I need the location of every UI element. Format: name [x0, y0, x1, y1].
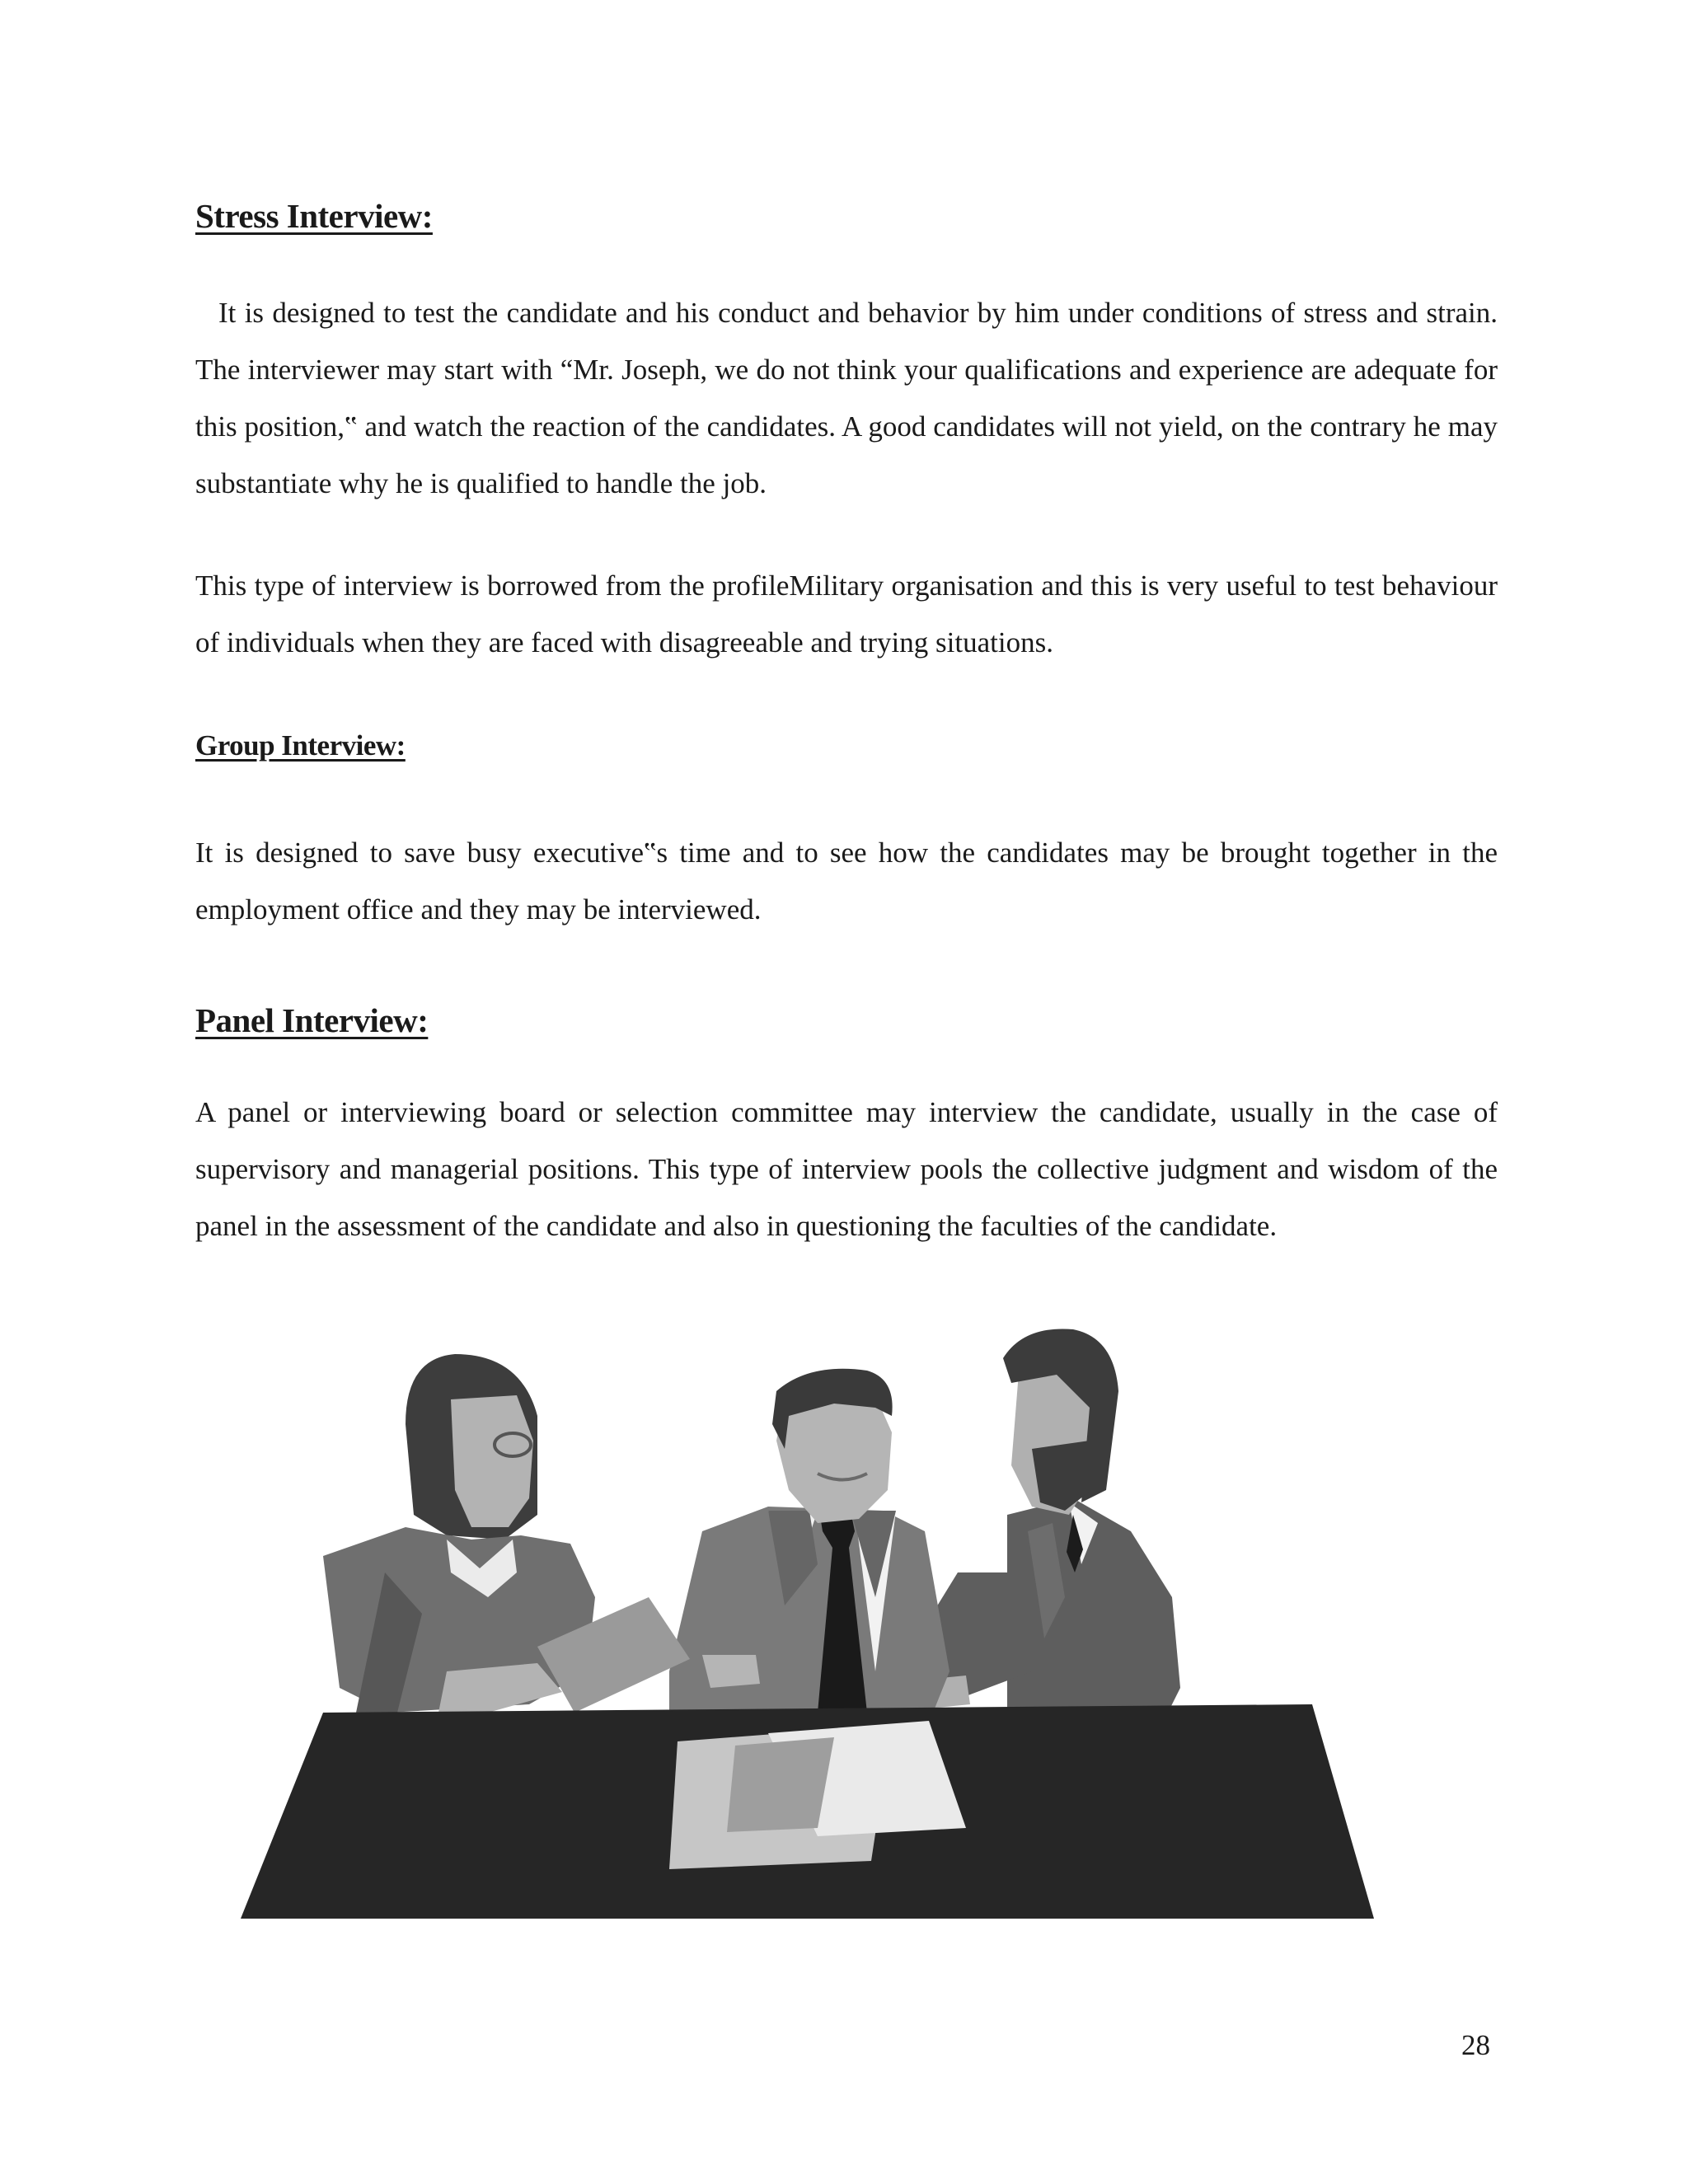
group-interview-paragraph: It is designed to save busy executive‟s time and to see how the candidates may be brought together in the employment office and they may be interviewed. — [195, 837, 1498, 926]
panel-interview-paragraph: A panel or interviewing board or selection committee may interview the candidate, usually in the case of supervisory and managerial positions. This type of interview pools the collective judgment and wisdom of the panel in the assessment of the candidate and also in questioning the faculties of the candidate. — [195, 1096, 1498, 1242]
page-number: 28 — [1461, 2029, 1490, 2061]
stress-interview-paragraph-1: It is designed to test the candidate and his conduct and behavior by him under conditions of stress and strain. The interviewer may start with “Mr. Joseph, we do not think your qualifications and experience are adequate for this position,‟ and watch the reaction of the candidates. A good candidates will not yield, on the contrary he may substantiate why he is qualified to handle the job. — [195, 297, 1498, 499]
panel-interview-heading: Panel Interview: — [195, 1001, 429, 1039]
panel-interview-clipart-icon — [241, 1325, 1425, 1919]
stress-interview-paragraph-2: This type of interview is borrowed from the profileMilitary organisation and this is very useful to test behaviour of individuals when they are faced with disagreeable and trying situations. — [195, 569, 1498, 658]
stress-interview-heading: Stress Interview: — [195, 197, 433, 235]
group-interview-heading: Group Interview: — [195, 729, 406, 762]
